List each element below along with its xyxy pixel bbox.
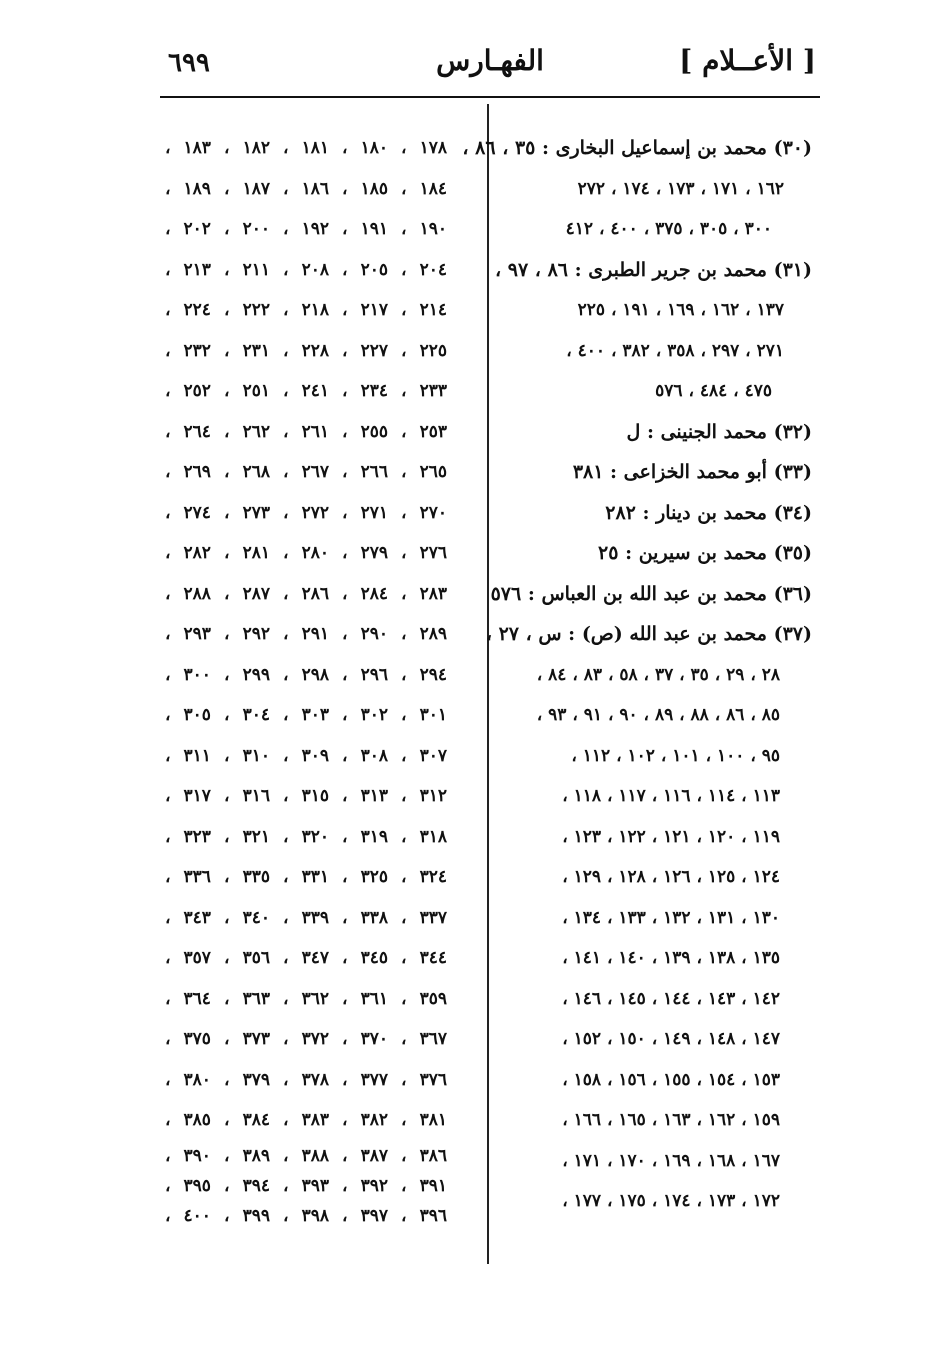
index-line: ١١٣ ، ١١٤ ، ١١٦ ، ١١٧ ، ١١٨ ، (562, 786, 780, 806)
index-line: ٣٤٤ ، ٣٤٥ ، ٣٤٧ ، ٣٥٦ ، ٣٥٧ ، (165, 948, 448, 968)
index-line: ١١٩ ، ١٢٠ ، ١٢١ ، ١٢٢ ، ١٢٣ ، (562, 826, 780, 847)
index-line: ٢٠٤ ، ٢٠٥ ، ٢٠٨ ، ٢١١ ، ٢١٣ ، (165, 259, 448, 280)
index-line: ٣٥٩ ، ٣٦١ ، ٣٦٢ ، ٣٦٣ ، ٣٦٤ ، (165, 988, 448, 1009)
index-line: ٢٨٣ ، ٢٨٤ ، ٢٨٦ ، ٢٨٧ ، ٢٨٨ ، (165, 583, 448, 604)
index-line: ٢٩٤ ، ٢٩٦ ، ٢٩٨ ، ٢٩٩ ، ٣٠٠ ، (165, 664, 448, 685)
index-line: ١٩٠ ، ١٩١ ، ١٩٢ ، ٢٠٠ ، ٢٠٢ ، (165, 219, 448, 239)
index-line: ٣٠١ ، ٣٠٢ ، ٣٠٣ ، ٣٠٤ ، ٣٠٥ ، (165, 705, 448, 725)
index-line: ٣٨١ ، ٣٨٢ ، ٣٨٣ ، ٣٨٤ ، ٣٨٥ ، (165, 1110, 448, 1130)
index-line: ٢٧٠ ، ٢٧١ ، ٢٧٢ ، ٢٧٣ ، ٢٧٤ ، (165, 502, 448, 523)
index-line: ٢٦٥ ، ٢٦٦ ، ٢٦٧ ، ٢٦٨ ، ٢٦٩ ، (165, 462, 448, 482)
index-line: ٢٢٥ ، ٢٢٧ ، ٢٢٨ ، ٢٣١ ، ٢٣٢ ، (165, 340, 448, 361)
index-line: ٨٥ ، ٨٦ ، ٨٨ ، ٨٩ ، ٩٠ ، ٩١ ، ٩٣ ، (536, 705, 780, 725)
index-line: ١٧٨ ، ١٨٠ ، ١٨١ ، ١٨٢ ، ١٨٣ ، (165, 138, 448, 158)
page-number: ٦٩٩ (168, 48, 210, 78)
index-line: ٣١٢ ، ٣١٣ ، ٣١٥ ، ٣١٦ ، ٣١٧ ، (165, 786, 448, 806)
page-title: الفهـارس (436, 44, 544, 77)
index-line: ١٨٤ ، ١٨٥ ، ١٨٦ ، ١٨٧ ، ١٨٩ ، (165, 178, 448, 199)
index-line: ١٣٠ ، ١٣١ ، ١٣٢ ، ١٣٣ ، ١٣٤ ، (562, 907, 780, 928)
index-line: ٢٧٦ ، ٢٧٩ ، ٢٨٠ ، ٢٨١ ، ٢٨٢ ، (165, 543, 448, 563)
index-line: ٣١٨ ، ٣١٩ ، ٣٢٠ ، ٣٢١ ، ٣٢٣ ، (165, 826, 448, 847)
index-entry-30: (٣٠) محمد بن إسماعيل البخارى : ٣٥ ، ٨٦ ، (462, 137, 812, 159)
index-line: ٣٧٦ ، ٣٧٧ ، ٣٧٨ ، ٣٧٩ ، ٣٨٠ ، (165, 1069, 448, 1090)
index-entry-33: (٣٣) أبو محمد الخزاعى : ٣٨١ (572, 461, 812, 483)
index-line: ٢٥٣ ، ٢٥٥ ، ٢٦١ ، ٢٦٢ ، ٢٦٤ ، (165, 421, 448, 442)
index-line: ٢٨٩ ، ٢٩٠ ، ٢٩١ ، ٢٩٢ ، ٢٩٣ ، (165, 624, 448, 644)
page-header (160, 40, 820, 98)
index-line: ٣٣٧ ، ٣٣٨ ، ٣٣٩ ، ٣٤٠ ، ٣٤٣ ، (165, 907, 448, 928)
index-entry-31: (٣١) محمد بن جرير الطبرى : ٨٦ ، ٩٧ ، (495, 258, 812, 281)
index-line: ١٦٧ ، ١٦٨ ، ١٦٩ ، ١٧٠ ، ١٧١ ، (562, 1150, 780, 1171)
index-line: ٣٦٧ ، ٣٧٠ ، ٣٧٢ ، ٣٧٣ ، ٣٧٥ ، (165, 1029, 448, 1049)
index-entry-32: (٣٢) محمد الجنينى : ل (626, 420, 812, 443)
index-line: ٩٥ ، ١٠٠ ، ١٠١ ، ١٠٢ ، ١١٢ ، (571, 745, 780, 766)
index-line: ١٤٧ ، ١٤٨ ، ١٤٩ ، ١٥٠ ، ١٥٢ ، (562, 1029, 780, 1049)
index-line: ٣٢٤ ، ٣٢٥ ، ٣٣١ ، ٣٣٥ ، ٣٣٦ ، (165, 867, 448, 887)
index-line: ١٧٢ ، ١٧٣ ، ١٧٤ ، ١٧٥ ، ١٧٧ ، (562, 1191, 780, 1211)
index-entry-37: (٣٧) محمد بن عبد الله (ص) : س ، ٢٧ ، (485, 623, 812, 645)
column-divider (487, 104, 489, 1264)
index-entry-34: (٣٤) محمد بن دينار : ٢٨٢ (605, 501, 812, 524)
index-line: ٤٧٥ ، ٤٨٤ ، ٥٧٦ (655, 381, 772, 401)
index-line: ٣٩١ ، ٣٩٢ ، ٣٩٣ ، ٣٩٤ ، ٣٩٥ ، (165, 1175, 448, 1196)
section-title: [ الأعــلام ] (679, 44, 816, 77)
index-line: ١٦٢ ، ١٧١ ، ١٧٣ ، ١٧٤ ، ٢٧٢ (577, 178, 784, 199)
index-line: ١٢٤ ، ١٢٥ ، ١٢٦ ، ١٢٨ ، ١٢٩ ، (562, 867, 780, 887)
index-line: ٢٧١ ، ٢٩٧ ، ٣٥٨ ، ٣٨٢ ، ٤٠٠ ، (566, 340, 784, 361)
index-line: ٣٩٦ ، ٣٩٧ ، ٣٩٨ ، ٣٩٩ ، ٤٠٠ ، (165, 1205, 448, 1226)
index-line: ١٥٩ ، ١٦٢ ، ١٦٣ ، ١٦٥ ، ١٦٦ ، (562, 1110, 780, 1130)
index-line: ٣٨٦ ، ٣٨٧ ، ٣٨٨ ، ٣٨٩ ، ٣٩٠ ، (165, 1145, 448, 1166)
index-line: ١٣٥ ، ١٣٨ ، ١٣٩ ، ١٤٠ ، ١٤١ ، (562, 948, 780, 968)
index-line: ١٥٣ ، ١٥٤ ، ١٥٥ ، ١٥٦ ، ١٥٨ ، (562, 1069, 780, 1090)
index-line: ٣٠٧ ، ٣٠٨ ، ٣٠٩ ، ٣١٠ ، ٣١١ ، (165, 745, 448, 766)
index-column-right (462, 128, 812, 1222)
index-column-left (165, 128, 447, 1231)
index-line: ٢١٤ ، ٢١٧ ، ٢١٨ ، ٢٢٢ ، ٢٢٤ ، (165, 300, 448, 320)
index-entry-36: (٣٦) محمد بن عبد الله بن العباس : ٥٧٦ (490, 582, 812, 605)
index-line: ١٤٢ ، ١٤٣ ، ١٤٤ ، ١٤٥ ، ١٤٦ ، (562, 988, 780, 1009)
index-line: ٢٣٣ ، ٢٣٤ ، ٢٤١ ، ٢٥١ ، ٢٥٢ ، (165, 381, 448, 401)
index-line: ١٣٧ ، ١٦٢ ، ١٦٩ ، ١٩١ ، ٢٢٥ (577, 300, 784, 320)
index-entry-35: (٣٥) محمد بن سيرين : ٢٥ (598, 542, 812, 564)
index-line: ٢٨ ، ٢٩ ، ٣٥ ، ٣٧ ، ٥٨ ، ٨٣ ، ٨٤ ، (536, 664, 780, 685)
index-line: ٣٠٠ ، ٣٠٥ ، ٣٧٥ ، ٤٠٠ ، ٤١٢ (565, 219, 772, 239)
